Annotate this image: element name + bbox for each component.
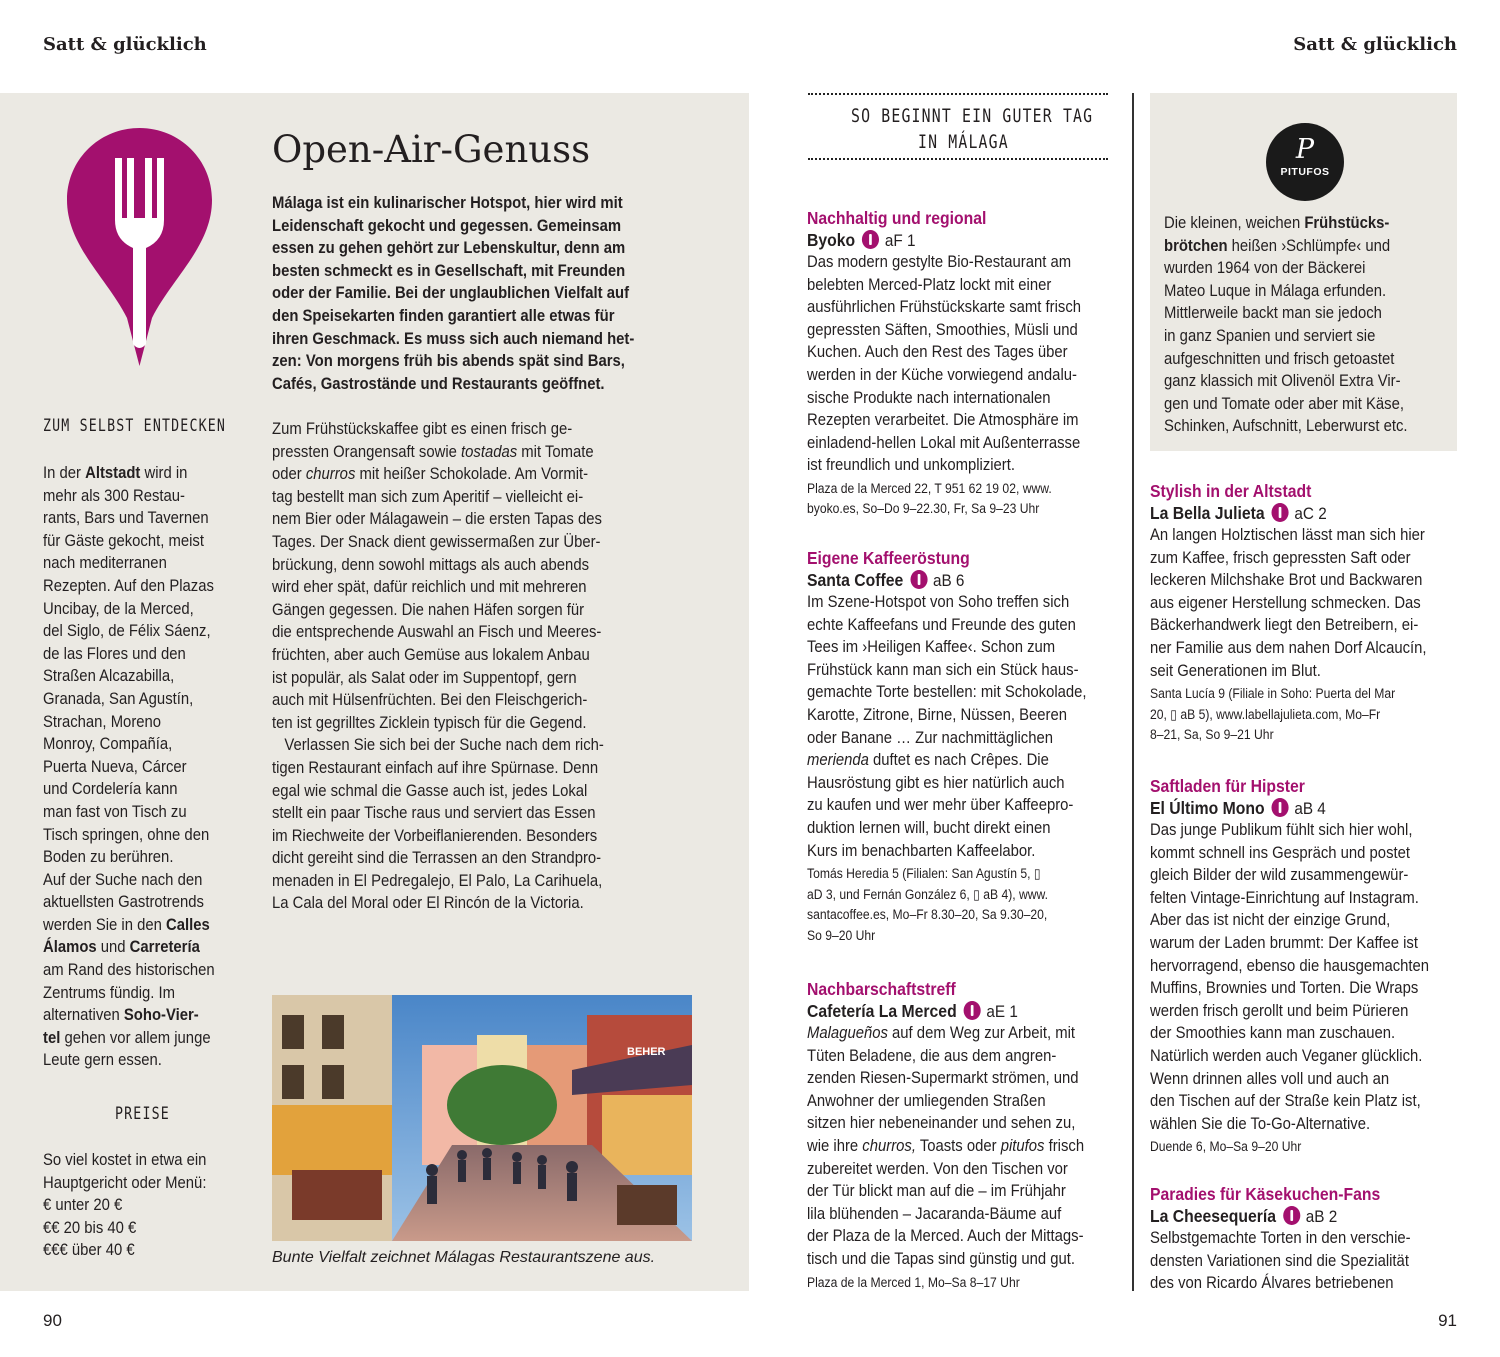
photo-sign: BEHER — [627, 1046, 666, 1058]
entry-line: Malagueños auf dem Weg zur Arbeit, mit — [807, 1024, 1076, 1042]
breakfast-heading-line2: IN MÁLAGA — [918, 131, 1009, 153]
entry-line: warum der Laden brummt: Der Kaffee ist — [1150, 933, 1418, 952]
entry-line: Das junge Publikum fühlt sich hier wohl, — [1150, 821, 1413, 839]
discover-line: mehr als 300 Restau- — [43, 486, 185, 505]
photo-caption: Bunte Vielfalt zeichnet Málagas Restaurantszene aus. — [272, 1249, 656, 1266]
fork-icon — [964, 1001, 981, 1020]
entry-address: Plaza de la Merced 22, T 951 62 19 02, www. — [807, 480, 1052, 496]
body-line: Zum Frühstückskaffee gibt es einen frisch ge- — [272, 420, 573, 438]
entry-line: duktion lernen will, bucht direkt einen — [807, 818, 1051, 837]
discover-line: Leute gern essen. — [43, 1051, 162, 1070]
map-ref: aE 1 — [986, 1002, 1018, 1021]
entry-kicker: Paradies für Käsekuchen-Fans — [1150, 1184, 1381, 1204]
pitufos-badge — [1266, 123, 1344, 201]
running-head-left: Satt & glücklich — [43, 34, 207, 55]
body-line: oder churros mit heißer Schokolade. Am Vormit- — [272, 465, 589, 484]
lead-line: Cafés, Gastrostände und Restaurants geöffnet. — [272, 374, 605, 393]
entry-address: 8–21, Sa, So 9–21 Uhr — [1150, 727, 1274, 743]
entry-cafeteria-la-merced — [807, 978, 1104, 1293]
entry-line: merienda duftet es nach Crêpes. Die — [807, 751, 1049, 770]
discover-line: del Siglo, de Félix Sáenz, — [43, 622, 211, 641]
pitufos-text — [1164, 212, 1443, 438]
entry-line: zu kaufen und wer mehr über Kaffeepro- — [807, 796, 1074, 815]
pitufos-badge-word: PITUFOS — [1280, 166, 1330, 178]
prices-line: €€ 20 bis 40 € — [43, 1218, 137, 1237]
body-line: ten ist gegrilltes Zicklein typisch für die Gegend. — [272, 713, 587, 732]
entry-line: zenden Riesen-Supermarkt strömen, und — [807, 1069, 1079, 1088]
entry-address: Tomás Heredia 5 (Filialen: San Agustín 5, ▯ — [807, 866, 1041, 882]
entry-name: La Cheesequería — [1150, 1206, 1277, 1226]
body-line: tigen Restaurant einfach auf ihre Spürnase. Denn — [272, 758, 599, 777]
body-line: im Riechweite der Vorbeiflanierenden. Besonders — [272, 826, 598, 845]
entry-name: Cafetería La Merced — [807, 1001, 957, 1021]
running-head-right: Satt & glücklich — [1293, 34, 1457, 55]
prices-line: Hauptgericht oder Menü: — [43, 1173, 207, 1192]
entry-kicker: Saftladen für Hipster — [1150, 776, 1305, 796]
discover-heading: ZUM SELBST ENTDECKEN — [43, 416, 227, 436]
discover-text — [43, 462, 257, 1072]
fork-icon — [1272, 503, 1289, 522]
prices-heading: PREISE — [115, 1104, 170, 1124]
fork-icon — [1272, 798, 1289, 817]
entry-line: Natürlich werden auch Veganer glücklich. — [1150, 1046, 1423, 1065]
fork-icon — [862, 230, 879, 249]
entry-address: byoko.es, So–Do 9–22.30, Fr, Sa 9–23 Uhr — [807, 501, 1040, 517]
page-number-right: 91 — [1438, 1311, 1457, 1330]
entry-santa-coffee — [807, 547, 1104, 946]
entry-line: belebten Merced-Platz lockt mit einer — [807, 275, 1052, 294]
body-line: auch mit Hülsenfrüchten. Bei den Fleischgerich- — [272, 691, 588, 710]
entry-line: der Smoothies kann man zuschauen. — [1150, 1024, 1396, 1043]
entry-line: aus eigener Herstellung schmecken. Das — [1150, 593, 1421, 612]
entry-line: gemachte Torte bestellen: mit Schokolade, — [807, 683, 1087, 702]
pitufos-badge-letter: P — [1295, 134, 1315, 165]
lead-line: essen zu gehen gehört zur Lebenskultur, denn am — [272, 239, 626, 258]
entry-line: Hausröstung gibt es hier natürlich auch — [807, 773, 1065, 792]
entry-kicker: Stylish in der Altstadt — [1150, 481, 1312, 501]
entry-kicker: Eigene Kaffeeröstung — [807, 548, 970, 568]
discover-line: Tisch springen, ohne den — [43, 825, 210, 844]
body-line: stellt ein paar Tische raus und serviert das Essen — [272, 804, 596, 823]
pitufos-line: Die kleinen, weichen Frühstücks- — [1164, 214, 1390, 232]
discover-line: Rezepten. Auf den Plazas — [43, 576, 214, 595]
body-line: Gängen gegessen. Die nahen Häfen sorgen für — [272, 600, 585, 619]
entry-line: Frühstück kann man sich ein Stück haus- — [807, 660, 1079, 679]
entry-line: gepressten Säften, Smoothies, Müsli und — [807, 320, 1078, 339]
discover-line: de las Flores und den — [43, 644, 186, 663]
discover-line: alternativen Soho-Vier- — [43, 1006, 199, 1025]
body-line: ist populär, als Salat oder im Suppentopf, gern — [272, 668, 577, 687]
entry-line: hervorragend, ebenso die hausgemachten — [1150, 956, 1430, 975]
discover-line: Granada, San Agustín, — [43, 689, 194, 708]
entry-line: Wenn drinnen alles voll und auch an — [1150, 1069, 1390, 1088]
body-line: tag bestellt man sich zum Aperitif – vielleicht ei- — [272, 487, 584, 506]
entry-line: den Tischen auf der Straße kein Platz ist, — [1150, 1092, 1421, 1111]
lead-line: Leidenschaft gekocht und gegessen. Gemeinsam — [272, 216, 622, 235]
entry-line: Im Szene-Hotspot von Soho treffen sich — [807, 593, 1070, 611]
entry-line: sitzen hier nebeneinander und sehen zu, — [807, 1114, 1076, 1133]
pitufos-line: gen und Tomate oder aber mit Käse, — [1164, 394, 1404, 413]
entry-kicker: Nachhaltig und regional — [807, 208, 987, 228]
discover-line: Uncibay, de la Merced, — [43, 599, 194, 618]
entry-line: gleich Bilder der wild zusammengewür- — [1150, 866, 1409, 885]
entry-line: felten Vintage-Einrichtung auf Instagram. — [1150, 888, 1419, 907]
lead-line: zen: Von morgens früh bis abends spät sind Bars, — [272, 352, 625, 371]
street-cafe-photo — [272, 995, 692, 1241]
entry-address: santacoffee.es, Mo–Fr 8.30–20, Sa 9.30–20, — [807, 907, 1048, 923]
entry-address: 20, ▯ aB 5), www.labellajulieta.com, Mo–Fr — [1150, 706, 1381, 722]
lead-paragraph — [272, 192, 695, 395]
discover-line: aktuellsten Gastrotrends — [43, 893, 204, 912]
box-top-rule — [808, 93, 1108, 95]
body-line: nem Bier oder Málagawein – die ersten Tapas des — [272, 510, 602, 529]
entry-line: lila blühenden – Jacaranda-Bäume auf — [807, 1204, 1062, 1223]
entry-address: aD 3, und Fernán González 6, ▯ aB 4), www. — [807, 886, 1049, 902]
entry-line: echte Kaffeefans und Freunde des guten — [807, 615, 1076, 634]
breakfast-heading-line1: SO BEGINNT EIN GUTER TAG — [851, 105, 1094, 127]
pitufos-line: brötchen heißen ›Schlümpfe‹ und — [1164, 236, 1391, 255]
discover-line: Boden zu berühren. — [43, 848, 174, 867]
entry-line: Kuchen. Auch den Rest des Tages über — [807, 343, 1068, 362]
fork-icon — [910, 570, 927, 589]
discover-line: In der Altstadt wird in — [43, 464, 188, 482]
body-line: brückung, denn sowohl mittags als auch abends — [272, 555, 590, 574]
lead-line: oder der Familie. Bei der unglaublichen Vielfalt auf — [272, 284, 630, 303]
column-divider — [1132, 93, 1134, 1291]
entry-el-ultimo-mono — [1150, 775, 1456, 1158]
entry-line: oder Banane … Zur nachmittäglichen — [807, 728, 1053, 747]
map-ref: aC 2 — [1294, 504, 1327, 523]
entry-la-bella-julieta — [1150, 480, 1456, 746]
entry-line: Bäckerhandwerk liegt den Betreibern, ei- — [1150, 616, 1419, 635]
map-ref: aF 1 — [884, 231, 916, 250]
box-bottom-rule — [808, 158, 1108, 160]
entry-line: Karotte, Zitrone, Birne, Nüssen, Beeren — [807, 705, 1068, 724]
pitufos-line: Mittlerweile backt man sie jedoch — [1164, 304, 1382, 323]
entry-line: werden in der Küche vorwiegend andalu- — [807, 365, 1077, 384]
discover-line: Straßen Alcazabilla, — [43, 667, 175, 686]
entry-line: Selbstgemachte Torten in den verschie- — [1150, 1229, 1411, 1247]
lead-line: ihren Geschmack. Es muss sich auch niemand het- — [272, 329, 635, 348]
entry-line: Rezepten verarbeitet. Die Atmosphäre im — [807, 411, 1079, 430]
lead-line: Málaga ist ein kulinarischer Hotspot, hier wird mit — [272, 194, 623, 212]
discover-line: Zentrums fündig. Im — [43, 983, 176, 1002]
entry-line: kommt schnell ins Gespräch und postet — [1150, 843, 1411, 862]
pitufos-line: Mateo Luque in Málaga erfunden. — [1164, 281, 1387, 300]
entry-line: der Tür blickt man auf die – im Frühjahr — [807, 1182, 1066, 1201]
body-line: menaden in El Pedregalejo, El Palo, La Carihuela, — [272, 871, 603, 890]
discover-line: tel gehen vor allem junge — [43, 1028, 211, 1047]
pitufos-line: aufgeschnitten und frisch getoastet — [1164, 349, 1395, 368]
prices-line: So viel kostet in etwa ein — [43, 1151, 207, 1169]
entry-line: seit Generationen im Blut. — [1150, 661, 1321, 680]
entry-address: Santa Lucía 9 (Filiale in Soho: Puerta del Mar — [1150, 686, 1396, 702]
discover-line: nach mediterranen — [43, 554, 167, 573]
entry-line: An langen Holztischen lässt man sich hier — [1150, 526, 1425, 544]
pitufos-line: wurden 1964 von der Bäckerei — [1164, 259, 1366, 278]
discover-line: am Rand des historischen — [43, 961, 215, 980]
entry-name: Byoko — [807, 230, 856, 250]
entry-line: Muffins, Brownies und Torten. Die Wraps — [1150, 979, 1419, 998]
entry-name: Santa Coffee — [807, 570, 904, 590]
discover-line: man fast von Tisch zu — [43, 802, 187, 821]
discover-line: für Gäste gekocht, meist — [43, 531, 204, 550]
body-line: Verlassen Sie sich bei der Suche nach dem rich- — [272, 736, 604, 755]
entry-line: der Plaza de la Merced. Auch der Mittags- — [807, 1227, 1084, 1246]
body-line: Tages. Der Snack dient gewissermaßen zur Über- — [272, 532, 601, 551]
entry-line: zum Kaffee, frisch gepressten Saft oder — [1150, 548, 1411, 567]
body-line: früchten, aber auch Gemüse aus lokalem Anbau — [272, 645, 590, 664]
entry-name: El Último Mono — [1150, 798, 1265, 818]
entry-line: Kurs im benachbarten Kaffeelabor. — [807, 841, 1036, 860]
discover-line: und Cordelería kann — [43, 780, 178, 799]
body-line: die entsprechende Auswahl an Fisch und Meeres- — [272, 623, 602, 642]
map-ref: aB 6 — [932, 571, 965, 590]
entry-la-cheesequeria — [1150, 1183, 1456, 1295]
discover-line: Auf der Suche nach den — [43, 870, 203, 889]
page-number-left: 90 — [43, 1311, 62, 1330]
lead-line: besten schmeckt es in Gesellschaft, mit Freunden — [272, 261, 626, 280]
entry-line: Das modern gestylte Bio-Restaurant am — [807, 253, 1072, 271]
fork-icon — [1283, 1206, 1300, 1225]
entry-line: wie ihre churros, Toasts oder pitufos frisch — [807, 1136, 1085, 1155]
entry-line: Tüten Beladene, die aus dem angren- — [807, 1046, 1057, 1065]
entry-line: Aber das ist nicht der einzige Grund, — [1150, 911, 1391, 930]
body-line: La Cala del Moral oder El Rincón de la Victoria. — [272, 894, 584, 913]
article-title: Open-Air-Genuss — [272, 128, 591, 171]
entry-address: Duende 6, Mo–Sa 9–20 Uhr — [1150, 1139, 1302, 1155]
lead-line: den Speisekarten finden garantiert alle etwas für — [272, 306, 615, 325]
entry-line: ist freundlich und unkompliziert. — [807, 456, 1016, 475]
entry-line: densten Variationen sind die Spezialität — [1150, 1251, 1409, 1270]
prices-line: €€€ über 40 € — [43, 1241, 135, 1260]
pitufos-line: Schinken, Aufschnitt, Leberwurst etc. — [1164, 417, 1408, 436]
entry-line: tisch und die Tapas sind günstig und gut. — [807, 1249, 1076, 1268]
entry-line: einladend-hellen Lokal mit Außenterrasse — [807, 433, 1081, 452]
discover-line: werden Sie in den Calles — [43, 915, 210, 934]
discover-line: Álamos und Carretería — [43, 938, 200, 957]
map-ref: aB 4 — [1294, 799, 1326, 818]
entry-line: Anwohner der umliegenden Straßen — [807, 1091, 1046, 1110]
fork-pin-icon — [67, 128, 212, 368]
entry-address: So 9–20 Uhr — [807, 927, 876, 943]
body-line: dicht gereiht sind die Terrassen an den Strandpro- — [272, 849, 602, 868]
entry-kicker: Nachbarschaftstreff — [807, 979, 956, 999]
body-line: egal wie schmal die Gasse auch ist, jedes Lokal — [272, 781, 588, 800]
body-line: wird eher spät, dafür reichlich und mit mehreren — [272, 578, 587, 597]
prices-text — [43, 1149, 257, 1262]
entry-line: wählen Sie die To-Go-Alternative. — [1150, 1114, 1371, 1133]
discover-line: Strachan, Moreno — [43, 712, 162, 731]
entry-line: ausführlichen Frühstückskarte samt frisch — [807, 298, 1082, 317]
pitufos-line: in ganz Spanien und serviert sie — [1164, 326, 1376, 345]
entry-line: ner Familie aus dem nahen Dorf Alcaucín, — [1150, 638, 1427, 657]
prices-line: € unter 20 € — [43, 1196, 123, 1215]
entry-line: sische Produkte nach internationalen — [807, 388, 1051, 407]
entry-byoko — [807, 207, 1104, 520]
entry-line: Tees im ›Heiligen Kaffee‹. Schon zum — [807, 638, 1056, 657]
article-body — [272, 418, 695, 915]
map-ref: aB 2 — [1305, 1207, 1338, 1226]
entry-line: werden frisch gerollt und beim Pürieren — [1150, 1001, 1409, 1020]
entry-line: zubereitet werden. Von den Tischen vor — [807, 1159, 1068, 1178]
discover-line: Puerta Nueva, Cárcer — [43, 757, 187, 776]
pitufos-line: ganz klassich mit Olivenöl Extra Vir- — [1164, 372, 1401, 391]
discover-line: Monroy, Compañía, — [43, 735, 173, 754]
discover-line: rants, Bars und Tavernen — [43, 509, 209, 528]
entry-line: des von Ricardo Álvares betriebenen — [1150, 1274, 1394, 1293]
entry-line: leckeren Milchshake Brot und Backwaren — [1150, 571, 1423, 590]
entry-address: Plaza de la Merced 1, Mo–Sa 8–17 Uhr — [807, 1274, 1020, 1290]
entry-name: La Bella Julieta — [1150, 503, 1265, 523]
body-line: pressten Orangensaft sowie tostadas mit Tomate — [272, 442, 594, 461]
